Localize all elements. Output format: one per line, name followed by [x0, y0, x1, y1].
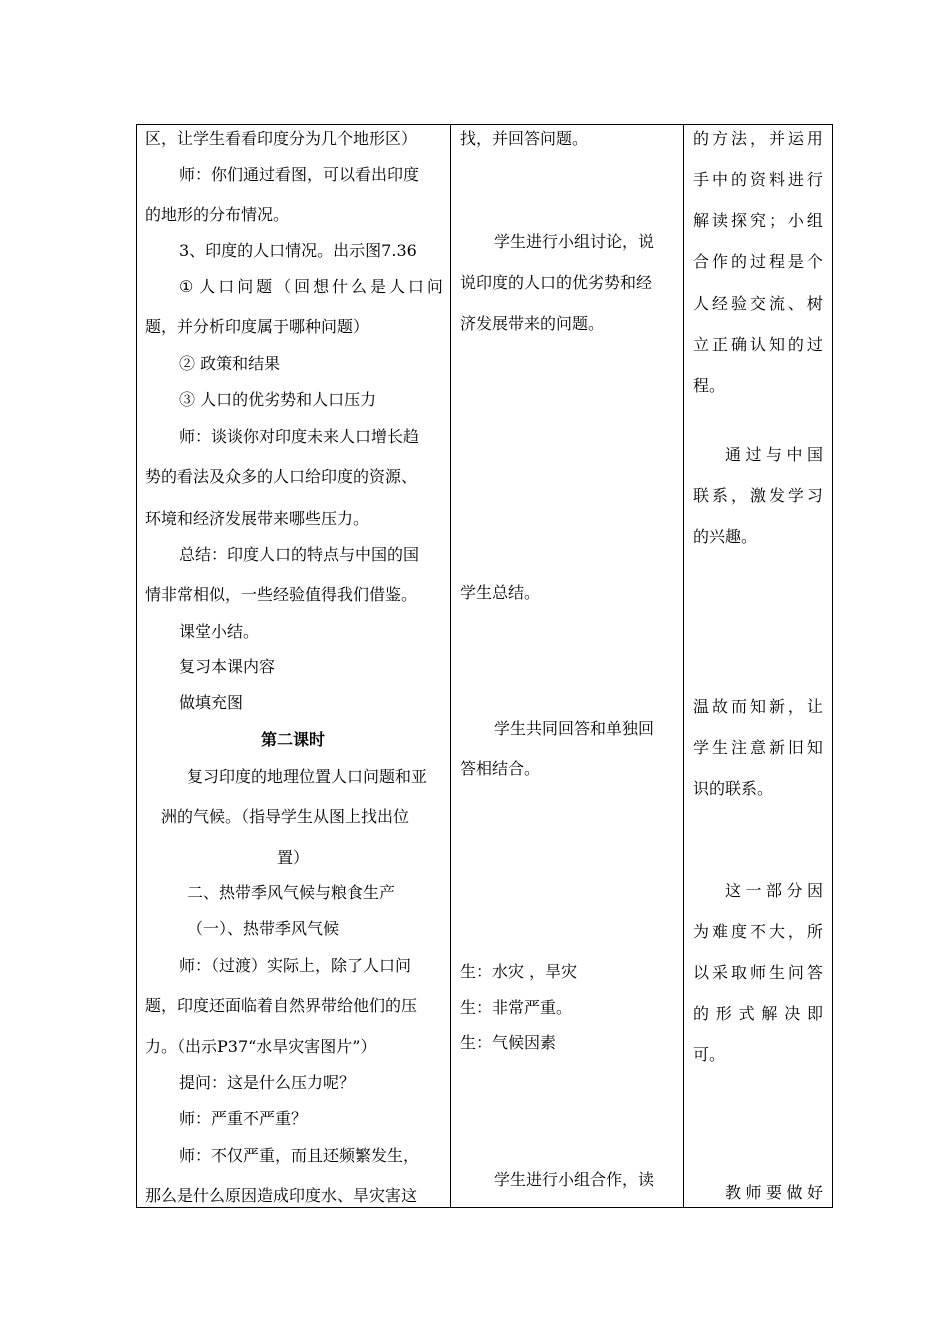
text-line: 这 一 部 分 因 — [725, 881, 823, 900]
text-line: 课堂小结。 — [179, 622, 260, 641]
text-line: 置） — [277, 848, 310, 867]
text-line: 提问：这是什么压力呢？ — [179, 1073, 356, 1092]
text-line: 的地形的分布情况。 — [145, 205, 290, 224]
teacher-activity-column — [137, 125, 450, 1207]
text-line: 识的联系。 — [693, 779, 774, 798]
text-line: ① 人 口 问 题 （ 回 想 什 么 是 人 口 问 — [179, 277, 443, 296]
text-line: 人 经 验 交 流 、 树 — [693, 294, 823, 313]
text-line: 可。 — [693, 1045, 726, 1064]
text-line: 学生共同回答和单独回 — [494, 719, 655, 738]
text-line: 3、印度的人口情况。出示图7.36 — [179, 241, 417, 260]
text-line: 找，并回答问题。 — [460, 129, 589, 148]
text-line: 立 正 确 认 知 的 过 — [693, 335, 823, 354]
design-intent-column — [685, 125, 832, 1207]
text-line: 程。 — [693, 376, 726, 395]
text-line: 联 系 ， 激 发 学 习 — [693, 486, 823, 505]
text-line: 生：气候因素 — [460, 1033, 557, 1052]
text-line: 总结：印度人口的特点与中国的国 — [179, 545, 420, 564]
text-line: 解 读 探 究 ； 小 组 — [693, 211, 823, 230]
text-line: 师：严重不严重？ — [179, 1109, 308, 1128]
text-line: 的兴趣。 — [693, 527, 758, 546]
text-line: 以 采 取 师 生 问 答 — [693, 963, 823, 982]
text-line: 通 过 与 中 国 — [725, 445, 823, 464]
text-line: 复习印度的地理位置人口问题和亚 — [187, 767, 428, 786]
text-line: 教 师 要 做 好 — [725, 1183, 823, 1202]
text-line: 情非常相似，一些经验值得我们借鉴。 — [145, 585, 418, 604]
lesson-plan-table — [136, 124, 833, 1208]
text-line: 复习本课内容 — [179, 657, 276, 676]
text-line: 做填充图 — [179, 693, 244, 712]
student-activity-column — [452, 125, 683, 1207]
text-line: ③ 人口的优劣势和人口压力 — [179, 390, 377, 409]
text-line: 师：谈谈你对印度未来人口增长趋 — [179, 427, 420, 446]
text-line: 力。（出示P37“水旱灾害图片”） — [145, 1037, 377, 1056]
text-line: （一）、热带季风气候 — [187, 919, 340, 938]
text-line: 生：非常严重。 — [460, 998, 573, 1017]
text-line: 区，让学生看看印度分为几个地形区） — [145, 129, 418, 148]
text-line: 题，并分析印度属于哪种问题） — [145, 317, 370, 336]
text-line: 学生进行小组讨论，说 — [494, 232, 655, 251]
text-line: 的 形 式 解 决 即 — [693, 1004, 823, 1023]
text-line: 学生进行小组合作，读 — [494, 1170, 655, 1189]
text-line: 师：不仅严重，而且还频繁发生， — [179, 1146, 420, 1165]
column-divider — [683, 125, 684, 1207]
section-heading: 第二课时 — [261, 730, 326, 749]
text-line: 师：（过渡）实际上，除了人口问 — [179, 956, 412, 975]
text-line: 二、热带季风气候与粮食生产 — [187, 883, 396, 902]
text-line: 说印度的人口的优劣势和经 — [460, 273, 653, 292]
text-line: 为 难 度 不 大 ， 所 — [693, 922, 823, 941]
text-line: 师：你们通过看图，可以看出印度 — [179, 165, 420, 184]
text-line: 学生总结。 — [460, 583, 541, 602]
text-line: 势的看法及众多的人口给印度的资源、 — [145, 467, 418, 486]
text-line: 手 中 的 资 料 进 行 — [693, 170, 823, 189]
text-line: 洲的气候。（指导学生从图上找出位 — [161, 807, 410, 826]
text-line: 的 方 法 ， 并 运 用 — [693, 129, 823, 148]
text-line: 生：水灾 ，旱灾 — [460, 962, 578, 981]
text-line: 合 作 的 过 程 是 个 — [693, 252, 823, 271]
text-line: ② 政策和结果 — [179, 354, 281, 373]
text-line: 环境和经济发展带来哪些压力。 — [145, 509, 370, 528]
text-line: 答相结合。 — [460, 759, 541, 778]
text-line: 济发展带来的问题。 — [460, 314, 605, 333]
text-line: 学 生 注 意 新 旧 知 — [693, 738, 823, 757]
text-line: 题，印度还面临着自然界带给他们的压 — [145, 996, 418, 1015]
column-divider — [450, 125, 451, 1207]
text-line: 那么是什么原因造成印度水、旱灾害这 — [145, 1186, 418, 1205]
text-line: 温 故 而 知 新 ， 让 — [693, 697, 823, 716]
